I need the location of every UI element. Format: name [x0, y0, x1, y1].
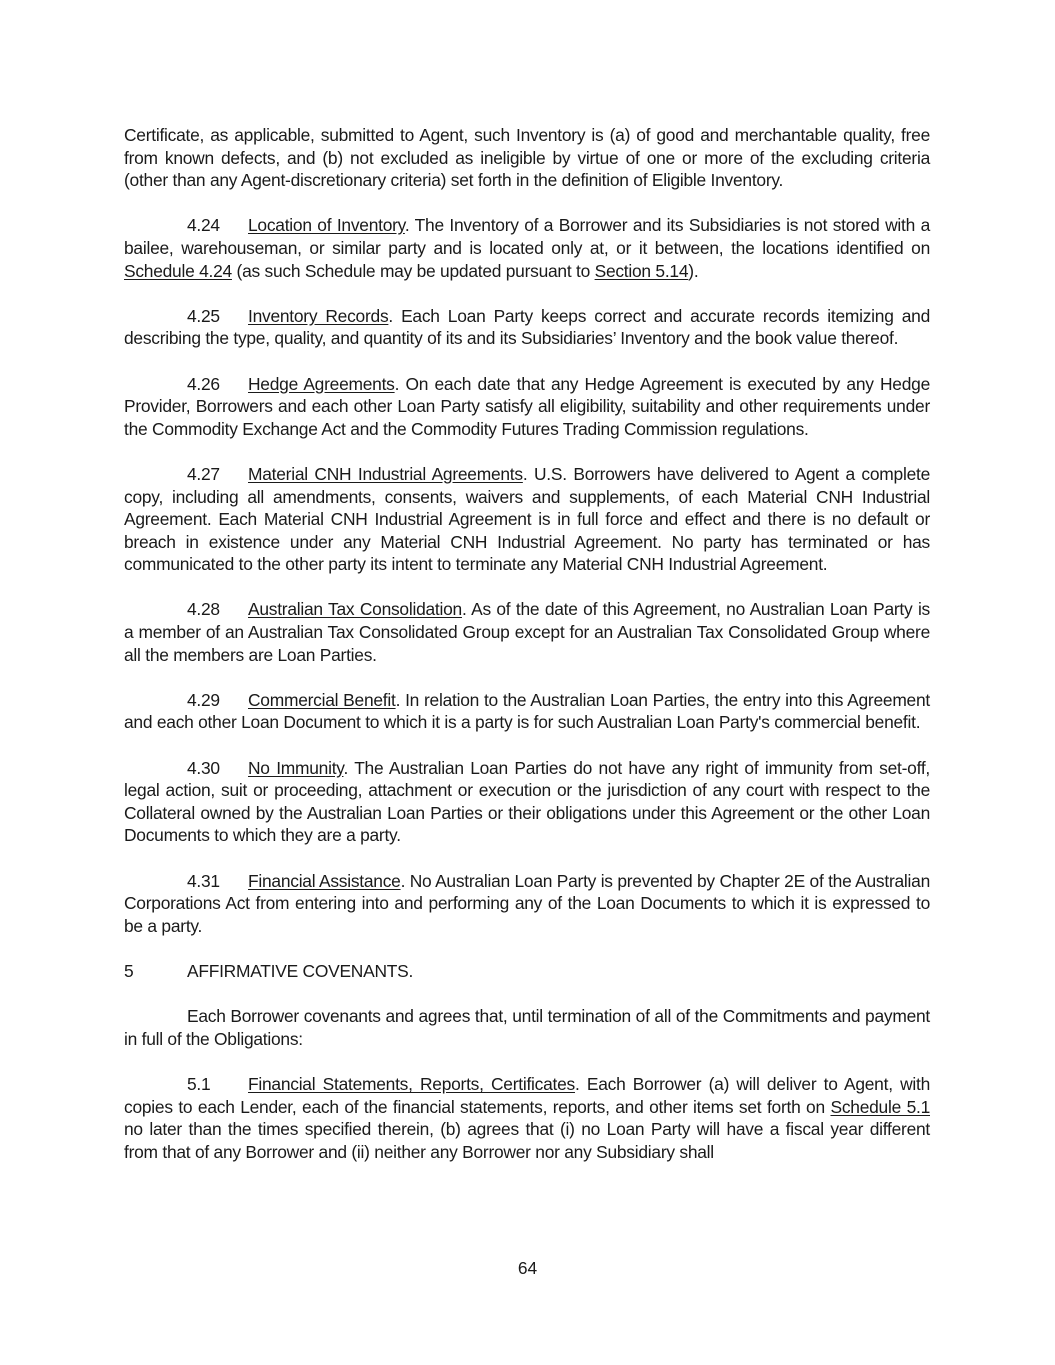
section-number: 4.31	[187, 870, 220, 891]
section-title: Australian Tax Consolidation	[248, 599, 462, 620]
section-text: . No Australian Loan Party is prevented by Chapter 2E of the Australian Corporations Act from entering into and performing any of the Loan Documents to which it is expressed to be a party.	[124, 870, 930, 936]
section-number: 4.25	[187, 305, 220, 326]
section-4-25	[124, 305, 930, 350]
section-4-30	[124, 757, 930, 847]
section-title: No Immunity	[248, 757, 344, 778]
section-title: Inventory Records	[248, 305, 389, 326]
opening-paragraph: Certificate, as applicable, submitted to Agent, such Inventory is (a) of good and merchantable quality, free from known defects, and (b) not excluded as ineligible by virtue of one or more of the excluding criteria (other than any Agent-discretionary criteria) set forth in the definition of Eligible Inventory.	[124, 125, 930, 191]
section-text: . As of the date of this Agreement, no Australian Loan Party is a member of an Australian Tax Consolidated Group except for an Australian Tax Consolidated Group where all the members are Loan Parties.	[124, 599, 930, 665]
document-page	[124, 124, 930, 1186]
section-text: . U.S. Borrowers have delivered to Agent a complete copy, including all amendments, consents, waivers and supplements, of each Material CNH Industrial Agreement. Each Material CNH Industrial Agreement is in full force and effect and there is no default or breach in existence under any Material CNH Industrial Agreement. No party has terminated or has communicated to the other party its intent to terminate any Material CNH Industrial Agreement.	[124, 463, 930, 575]
page-number: 64	[517, 1258, 538, 1278]
section-title: Commercial Benefit	[248, 689, 396, 710]
section-title: Hedge Agreements	[248, 373, 395, 394]
section-text: . Each Borrower (a) will deliver to Agent, with copies to each Lender, each of the financial statements, reports, and other items set forth on	[124, 1073, 930, 1117]
article-number: 5	[124, 960, 134, 981]
section-title: Material CNH Industrial Agreements	[248, 463, 523, 484]
section-5-1	[124, 1073, 930, 1163]
section-number: 4.24	[187, 215, 220, 236]
section-4-28	[124, 598, 930, 666]
section-number: 4.29	[187, 689, 220, 710]
section-4-27	[124, 463, 930, 576]
section-title: Location of Inventory	[248, 215, 405, 236]
section-reference: Section 5.14	[594, 260, 689, 281]
section-title: Financial Assistance	[248, 870, 401, 891]
section-number: 4.28	[187, 599, 220, 620]
section-text: . On each date that any Hedge Agreement is executed by any Hedge Provider, Borrowers and each other Loan Party satisfy all eligibility, suitability and other requirements under the Commodity Exchange Act and the Commodity Futures Trading Commission regulations.	[124, 373, 930, 439]
section-4-24	[124, 214, 930, 282]
section-number: 5.1	[187, 1073, 211, 1094]
schedule-reference: Schedule 4.24	[124, 260, 232, 281]
section-text: ).	[688, 260, 699, 281]
section-number: 4.27	[187, 463, 220, 484]
section-4-29	[124, 689, 930, 734]
article-intro: Each Borrower covenants and agrees that, until termination of all of the Commitments and payment in full of the Obligations:	[124, 1006, 930, 1049]
schedule-reference: Schedule 5.1	[830, 1096, 930, 1117]
article-title: AFFIRMATIVE COVENANTS.	[187, 960, 414, 981]
section-text: (as such Schedule may be updated pursuant to	[231, 260, 595, 281]
section-title: Financial Statements, Reports, Certificates	[248, 1073, 575, 1094]
section-number: 4.30	[187, 757, 220, 778]
section-text: . Each Loan Party keeps correct and accurate records itemizing and describing the type, quality, and quantity of its and its Subsidiaries’ Inventory and the book value thereof.	[124, 305, 930, 349]
article-heading	[124, 960, 930, 983]
section-4-31	[124, 870, 930, 938]
section-number: 4.26	[187, 373, 220, 394]
section-text: . The Australian Loan Parties do not have any right of immunity from set-off, legal action, suit or proceeding, attachment or execution or the jurisdiction of any court with respect to the Collateral owned by the Australian Loan Parties or their obligations under this Agreement or the other Loan Documents to which they are a party.	[124, 757, 931, 846]
section-text: no later than the times specified therein, (b) agrees that (i) no Loan Party will have a fiscal year different from that of any Borrower and (ii) neither any Borrower nor any Subsidiary shall	[124, 1119, 930, 1162]
section-text: . The Inventory of a Borrower and its Subsidiaries is not stored with a bailee, warehouseman, or similar party and is located only at, or it between, the locations identified on	[124, 215, 930, 258]
section-4-26	[124, 373, 930, 441]
section-text: . In relation to the Australian Loan Parties, the entry into this Agreement and each other Loan Document to which it is a party is for such Australian Loan Party's commercial benefit.	[124, 689, 930, 733]
